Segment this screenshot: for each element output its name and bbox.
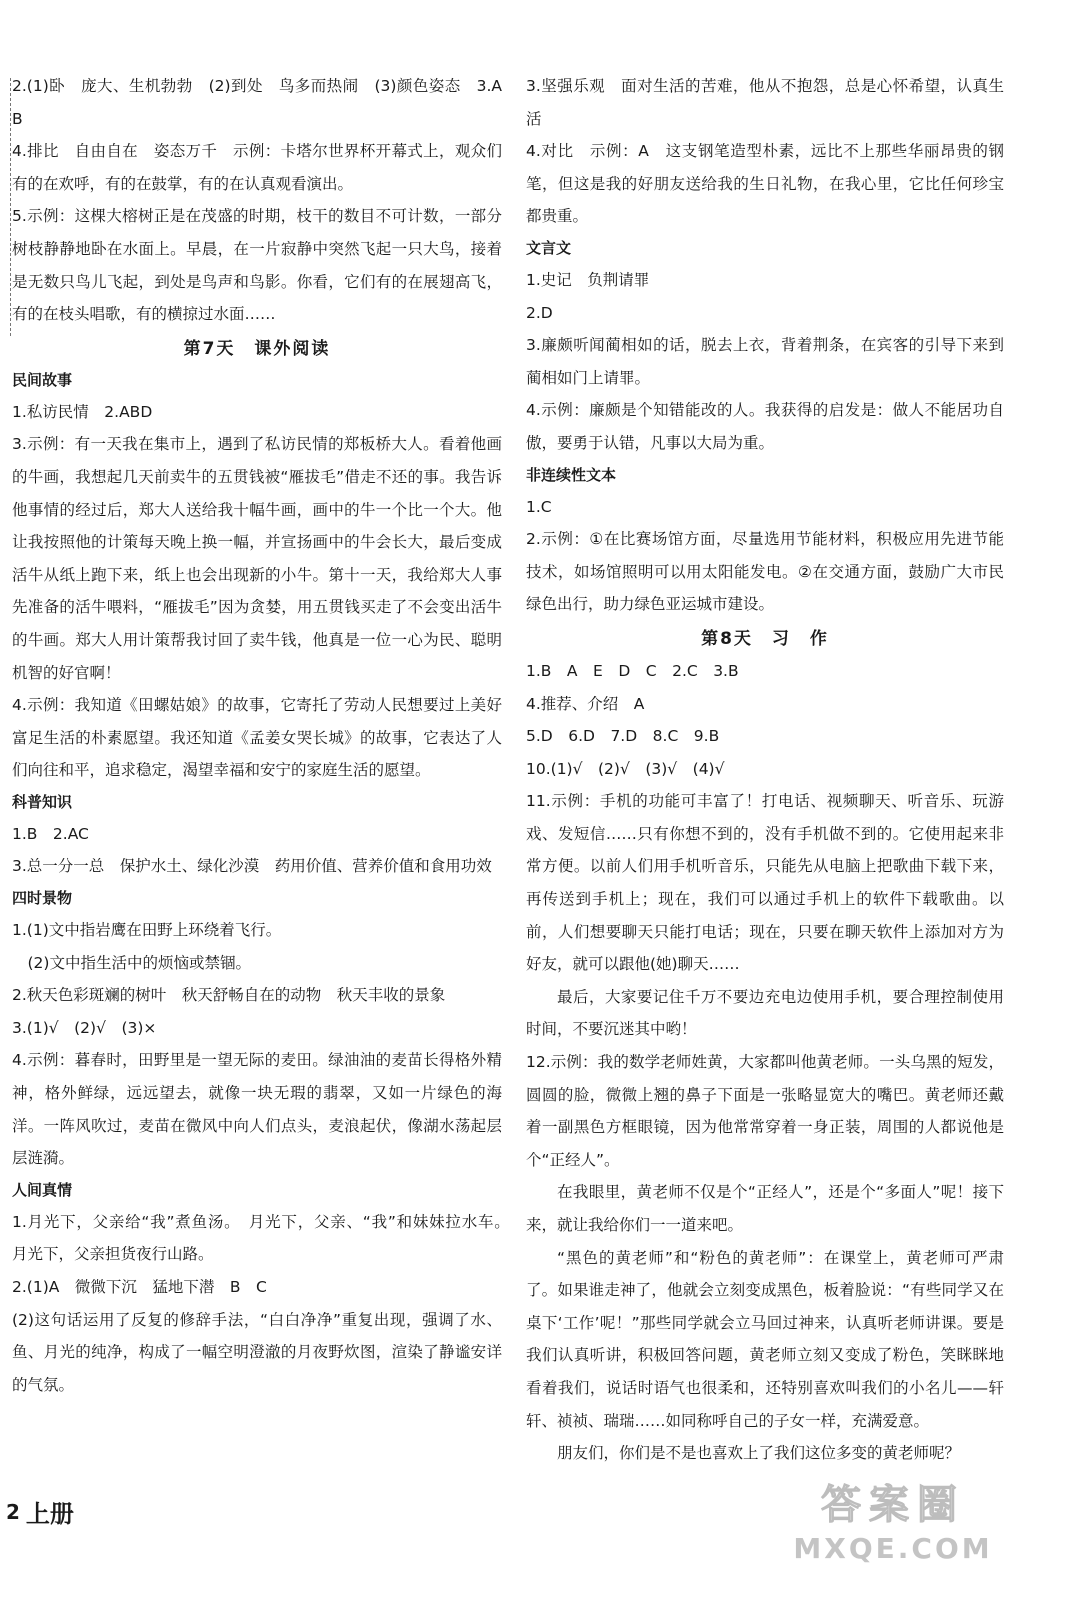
- answer-item: 5.D 6.D 7.D 8.C 9.B: [526, 727, 720, 746]
- essay-paragraph: “黑色的黄老师”和“粉色的黄老师”：在课堂上，黄老师可严肃了。如果谁走神了，他就会立刻变成黑色，板着脸说：“有些同学又在桌下‘工作’呢！”那些同学就会立马回过神来，认真听老师讲课。要是我们认真听讲，积极回答问题，黄老师立刻又变成了粉色，笑眯眯地看着我们，说话时语气也很柔和，还特别喜欢叫我们的小名儿——轩轩、祯祯、瑞瑞……如同称呼自己的子女一样，充满爱意。: [526, 1248, 1004, 1430]
- section-heading-seasons: 四时景物: [12, 889, 73, 908]
- answer-item: 4.示例：廉颇是个知错能改的人。我获得的启发是：做人不能居功自傲，要勇于认错，凡事以大局为重。: [526, 401, 1004, 452]
- answer-item: 1.(1)文中指岩鹰在田野上环绕着飞行。: [12, 921, 282, 940]
- page-number: 2: [6, 1499, 20, 1524]
- answer-item: 4.示例：我知道《田螺姑娘》的故事，它寄托了劳动人民想要过上美好富足生活的朴素愿望。我还知道《孟姜女哭长城》的故事，它表达了人们向往和平，追求稳定，渴望幸福和安宁的家庭生活的愿望。: [12, 696, 502, 780]
- day8-title: 第8天 习 作: [701, 628, 829, 649]
- watermark-logo: 答案圈: [821, 1482, 965, 1528]
- answer-item: 3.(1)√ (2)√ (3)×: [12, 1018, 157, 1037]
- left-column: [12, 70, 518, 1401]
- answer-item: 5.示例：这棵大榕树正是在茂盛的时期，枝干的数目不可计数，一部分树枝静静地卧在水面上。早晨，在一片寂静中突然飞起一只大鸟，接着是无数只鸟儿飞起，到处是鸟声和鸟影。你看，它们有的在展翅高飞，有的在枝头唱歌，有的横掠过水面……: [12, 207, 502, 324]
- answer-item: 2.示例：①在比赛场馆方面，尽量选用节能材料，积极应用先进节能技术，如场馆照明可以用太阳能发电。②在交通方面，鼓励广大市民绿色出行，助力绿色亚运城市建设。: [526, 530, 1004, 614]
- answer-item: 2.(1)A 微微下沉 猛地下潜 B C: [12, 1278, 267, 1296]
- answer-item: 10.(1)√ (2)√ (3)√ (4)√: [526, 759, 725, 778]
- margin-dashed-rule: [10, 78, 11, 336]
- answer-item: 1.月光下，父亲给“我”煮鱼汤。 月光下，父亲、“我”和妹妹拉水车。 月光下，父亲担货夜行山路。: [12, 1212, 518, 1264]
- volume-label: 上册: [25, 1500, 74, 1528]
- day7-title: 第7天 课外阅读: [183, 338, 331, 359]
- answer-item: 4.对比 示例：A 这支钢笔造型朴素，远比不上那些华丽昂贵的钢笔，但这是我的好朋友送给我的生日礼物，在我心里，它比任何珍宝都贵重。: [526, 142, 1004, 226]
- answer-item: (2)这句话运用了反复的修辞手法，“白白净净”重复出现，强调了水、鱼、月光的纯净，构成了一幅空明澄澈的月夜野炊图，渲染了静谧安详的气氛。: [12, 1310, 502, 1394]
- answer-item: 3.示例：有一天我在集市上，遇到了私访民情的郑板桥大人。看着他画的牛画，我想起几天前卖牛的五贯钱被“雁拔毛”借走不还的事。我告诉他事情的经过后，郑大人送给我十幅牛画，画中的牛一个比一个大。他让我按照他的计策每天晚上换一幅，并宣扬画中的牛会长大，最后变成活牛从纸上跑下来，纸上也会出现新的小牛。第十一天，我给郑大人事先准备的活牛喂料，“雁拔毛”因为贪婪，用五贯钱买走了不会变出活牛的牛画。郑大人用计策帮我讨回了卖牛钱，他真是一位一心为民、聪明机智的好官啊！: [12, 435, 502, 682]
- essay-paragraph: 在我眼里，黄老师不仅是个“正经人”，还是个“多面人”呢！接下来，就让我给你们一一道来吧。: [526, 1183, 1004, 1234]
- answer-item: 11.示例：手机的功能可丰富了！打电话、视频聊天、听音乐、玩游戏、发短信……只有你想不到的，没有手机做不到的。它使用起来非常方便。以前人们用手机听音乐，只能先从电脑上把歌曲下载下来，再传送到手机上；现在，我们可以通过手机上的软件下载歌曲。以前，人们想要聊天只能打电话；现在，只要在聊天软件上添加对方为好友，就可以跟他(她)聊天……: [526, 792, 1004, 974]
- section-heading-science: 科普知识: [12, 792, 73, 811]
- answer-item: 2.秋天色彩斑斓的树叶 秋天舒畅自在的动物 秋天丰收的景象: [12, 986, 446, 1005]
- essay-paragraph: 最后，大家要记住千万不要边充电边使用手机，要合理控制使用时间，不要沉迷其中哟！: [526, 987, 1004, 1039]
- right-column: [526, 70, 1004, 1470]
- answer-item: 2.D: [526, 303, 553, 322]
- section-heading-classical-chinese: 文言文: [526, 238, 572, 257]
- answer-item: 4.推荐、介绍 A: [526, 694, 645, 713]
- answer-item: 1.B A E D C 2.C 3.B: [526, 661, 739, 680]
- section-heading-folk-stories: 民间故事: [12, 370, 73, 389]
- answer-item: 3.坚强乐观 面对生活的苦难，他从不抱怨，总是心怀希望，认真生活: [526, 77, 1004, 128]
- essay-paragraph: 朋友们，你们是不是也喜欢上了我们这位多变的黄老师呢？: [557, 1444, 961, 1463]
- answer-item: 1.私访民情 2.ABD: [12, 402, 153, 421]
- answer-item: 1.B 2.AC: [12, 824, 89, 843]
- page-footer: [6, 1494, 74, 1529]
- answer-item: 4.排比 自由自在 姿态万千 示例：卡塔尔世界杯开幕式上，观众们有的在欢呼，有的在鼓掌，有的在认真观看演出。: [12, 142, 502, 193]
- section-heading-non-continuous-text: 非连续性文本: [526, 465, 617, 484]
- answer-item: 3.总一分一总 保护水土、绿化沙漠 药用价值、营养价值和食用功效: [12, 857, 492, 876]
- answer-item: 1.史记 负荆请罪: [526, 270, 650, 289]
- answer-item: 4.示例：暮春时，田野里是一望无际的麦田。绿油油的麦苗长得格外精神，格外鲜绿，远远望去，就像一块无瑕的翡翠，又如一片绿色的海洋。一阵风吹过，麦苗在微风中向人们点头，麦浪起伏，像湖水荡起层层涟漪。: [12, 1051, 502, 1168]
- answer-item: 1.C: [526, 497, 552, 516]
- watermark: [768, 1478, 1018, 1588]
- answer-item: 3.廉颇听闻蔺相如的话，脱去上衣，背着荆条，在宾客的引导下来到蔺相如门上请罪。: [526, 336, 1004, 387]
- watermark-url: MXQE.COM: [793, 1532, 993, 1565]
- answer-item: 12.示例：我的数学老师姓黄，大家都叫他黄老师。一头乌黑的短发，圆圆的脸，微微上翘的鼻子下面是一张略显宽大的嘴巴。黄老师还戴着一副黑色方框眼镜，因为他常常穿着一身正装，周围的人都说他是个“正经人”。: [526, 1053, 1004, 1169]
- answer-item: (2)文中指生活中的烦恼或禁锢。: [12, 953, 251, 972]
- section-heading-human-warmth: 人间真情: [12, 1180, 73, 1199]
- answer-item: 2.(1)卧 庞大、生机勃勃 (2)到处 鸟多而热闹 (3)颜色姿态 3.A B: [12, 77, 518, 128]
